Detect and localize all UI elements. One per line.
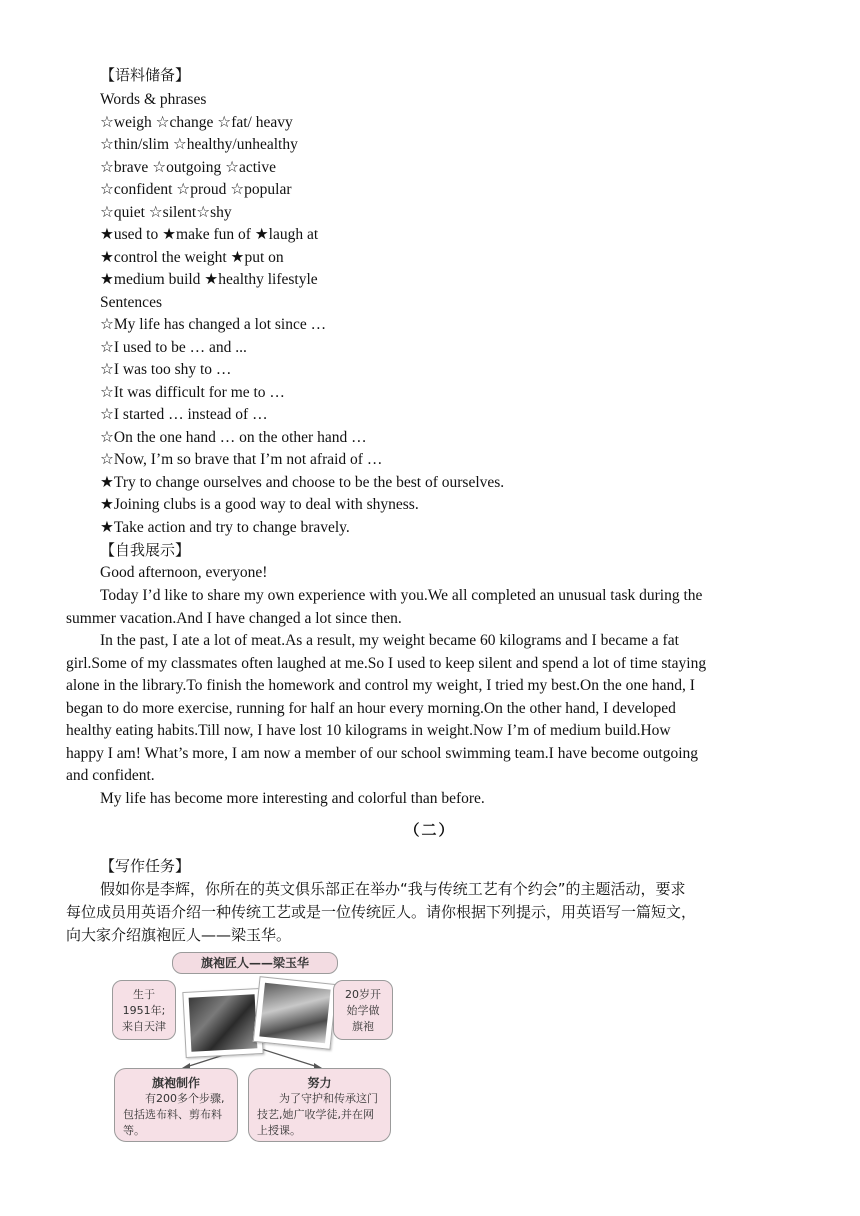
word-line: ★used to ★make fun of ★laugh at	[100, 226, 319, 243]
sentence-line: ★Try to change ourselves and choose to be the best of ourselves.	[100, 473, 505, 491]
paragraph-line: My life has become more interesting and colorful than before.	[100, 789, 485, 807]
effort-title: 努力	[307, 1076, 332, 1090]
birth-info-line: 1951年;	[122, 1004, 166, 1017]
task-line: 每位成员用英语介绍一种传统工艺或是一位传统匠人。请你根据下列提示，用英语写一篇短文，	[66, 903, 697, 921]
sentence-line: ☆I was too shy to …	[100, 361, 232, 378]
craftsman-photo	[182, 988, 263, 1058]
paragraph-line: summer vacation.And I have changed a lot since then.	[66, 609, 402, 627]
section-heading-writing-task: 【写作任务】	[100, 857, 191, 875]
section-heading-self-show: 【自我展示】	[100, 541, 191, 559]
paragraph-line: girl.Some of my classmates often laughed at me.So I used to keep silent and spend a lot of time staying	[66, 654, 707, 672]
learning-start-line: 旗袍	[352, 1020, 374, 1033]
paragraph-line: Today I’d like to share my own experience with you.We all completed an unusual task during the	[100, 587, 703, 604]
word-line: ☆quiet ☆silent☆shy	[100, 203, 232, 221]
word-line: ☆weigh ☆change ☆fat/ heavy	[100, 113, 293, 131]
work-photo	[253, 976, 337, 1050]
section-heading-corpus: 【语料储备】	[100, 66, 191, 84]
qipao-making-title: 旗袍制作	[151, 1076, 200, 1090]
learning-start-line: 始学做	[346, 1004, 380, 1017]
word-line: ★control the weight ★put on	[100, 248, 284, 266]
paragraph-line: and confident.	[66, 767, 155, 784]
word-line: ☆confident ☆proud ☆popular	[100, 181, 292, 198]
birth-info-line: 生于	[133, 988, 155, 1001]
effort-box	[248, 1068, 391, 1142]
word-line: ☆brave ☆outgoing ☆active	[100, 158, 276, 176]
effort-body: 为了守护和传承这门技艺,她广收学徒,并在网上授课。	[257, 1092, 378, 1137]
greeting: Good afternoon, everyone!	[100, 564, 268, 581]
paragraph-line: happy I am! What’s more, I am now a member of our school swimming team.I have become outgoing	[66, 744, 699, 762]
paragraph-line: healthy eating habits.Till now, I have lost 10 kilograms in weight.Now I’m of medium build.How	[66, 722, 671, 739]
birth-info-line: 来自天津	[122, 1020, 166, 1033]
sentence-line: ★Take action and try to change bravely.	[100, 518, 350, 536]
word-line: ★medium build ★healthy lifestyle	[100, 271, 318, 288]
paragraph-line: began to do more exercise, running for half an hour every morning.On the other hand, I developed	[66, 699, 676, 717]
paragraph-line: alone in the library.To finish the homework and control my weight, I tried my best.On the one hand, I	[66, 677, 695, 694]
learning-start-box	[333, 980, 393, 1040]
sentence-line: ☆I used to be … and ...	[100, 338, 247, 356]
sentence-line: ☆My life has changed a lot since …	[100, 316, 327, 333]
paragraph-line: In the past, I ate a lot of meat.As a result, my weight became 60 kilograms and I became a fat	[100, 632, 679, 649]
sentence-line: ☆Now, I’m so brave that I’m not afraid of …	[100, 451, 383, 468]
qipao-making-body: 有200多个步骤,包括选布料、剪布料等。	[123, 1092, 225, 1137]
task-line: 假如你是李辉，你所在的英文俱乐部正在举办“我与传统工艺有个约会”的主题活动，要求	[100, 880, 686, 898]
sentence-line: ☆It was difficult for me to …	[100, 383, 285, 401]
sentences-heading: Sentences	[100, 293, 162, 311]
diagram-title: 旗袍匠人——梁玉华	[172, 952, 338, 974]
birth-info-box	[112, 980, 176, 1040]
craftsman-diagram	[110, 950, 395, 1146]
part-number: （二）	[404, 821, 456, 839]
word-line: ☆thin/slim ☆healthy/unhealthy	[100, 136, 298, 153]
learning-start-line: 20岁开	[345, 988, 381, 1001]
qipao-making-box	[114, 1068, 238, 1142]
sentence-line: ☆On the one hand … on the other hand …	[100, 428, 367, 446]
words-heading: Words & phrases	[100, 91, 207, 108]
sentence-line: ☆I started … instead of …	[100, 406, 268, 423]
sentence-line: ★Joining clubs is a good way to deal with shyness.	[100, 496, 419, 513]
task-line: 向大家介绍旗袍匠人——梁玉华。	[66, 926, 292, 944]
